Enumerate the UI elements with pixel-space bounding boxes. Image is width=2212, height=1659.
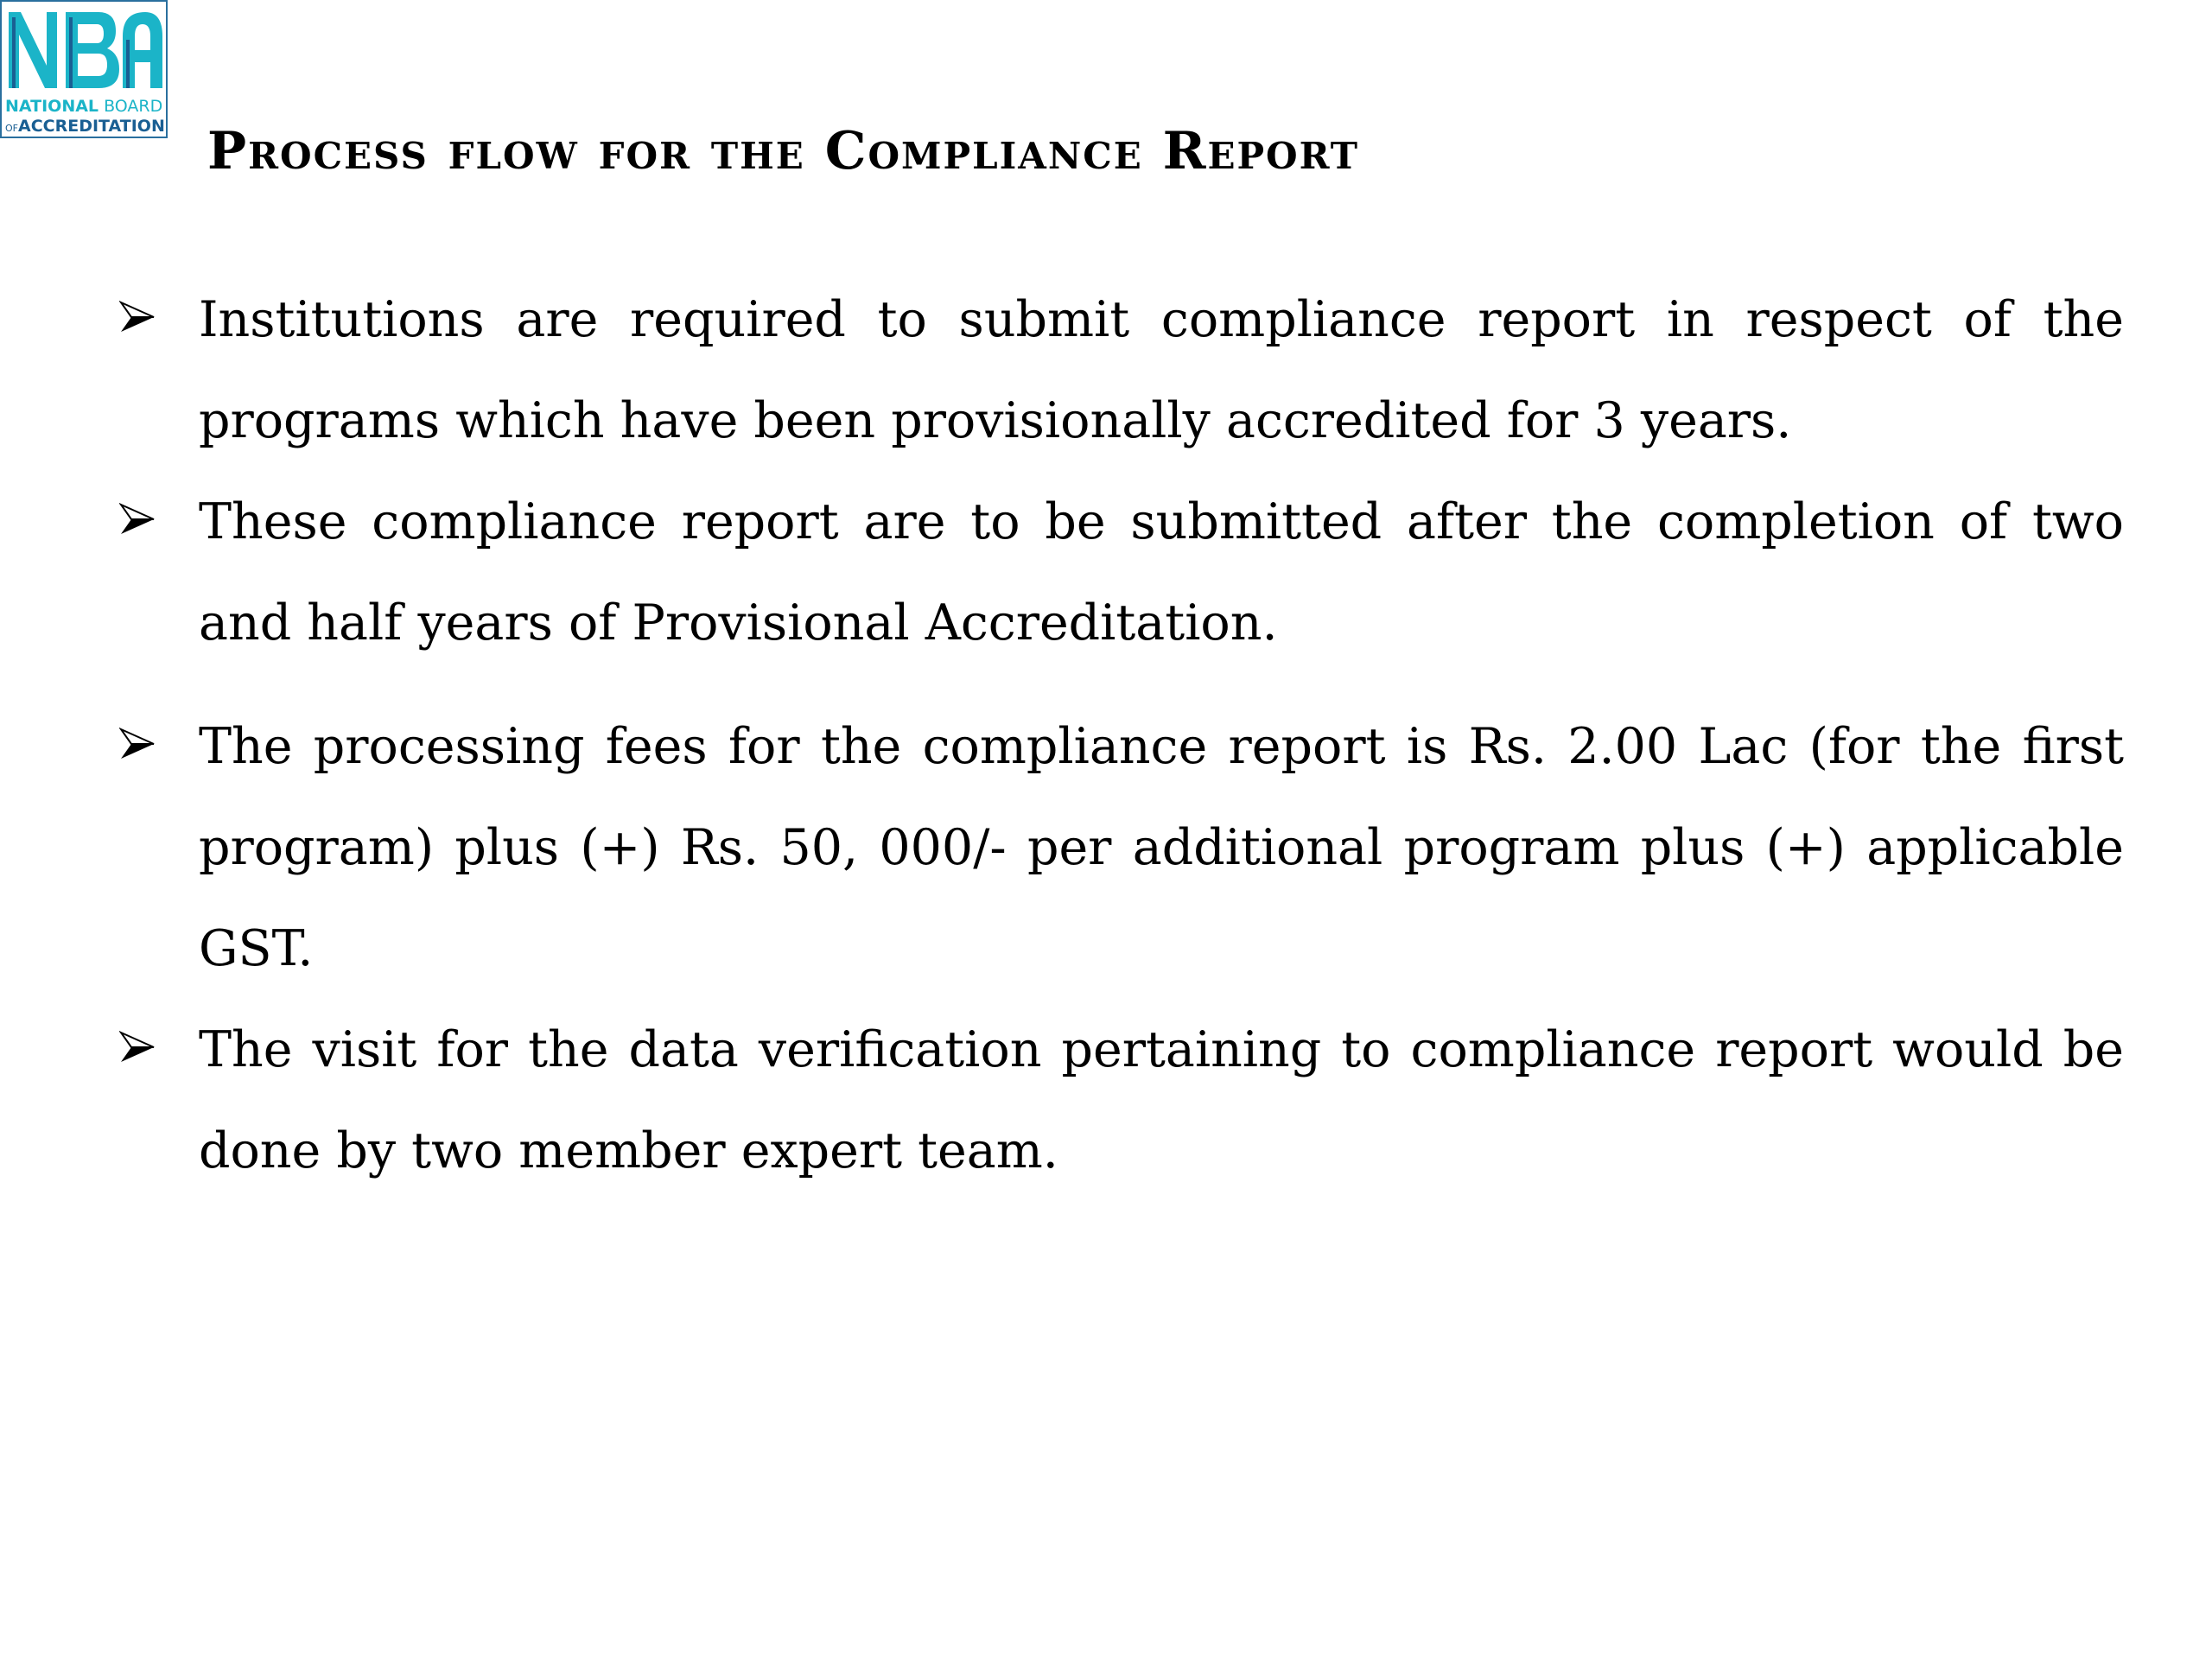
nba-logo-icon bbox=[2, 2, 166, 93]
arrowhead-bullet-icon bbox=[119, 501, 156, 537]
bullet-item bbox=[119, 472, 2124, 674]
logo-text-national-board bbox=[5, 97, 162, 116]
bullet-text: The processing fees for the compliance report is Rs. 2.00 Lac (for the first program) plus (+) Rs. 50, 000/- per additional program plus (+) applicable GST. bbox=[199, 718, 2124, 977]
arrowhead-bullet-icon bbox=[119, 1029, 156, 1065]
slide-title: Process flow for the Compliance Report bbox=[207, 121, 1360, 181]
arrowhead-bullet-icon bbox=[119, 299, 156, 335]
logo-word-national: NATIONAL bbox=[5, 97, 99, 116]
logo-word-accreditation: ACCREDITATION bbox=[18, 117, 165, 136]
bullet-text: The visit for the data verification pertaining to compliance report would be done by two member expert team. bbox=[199, 1021, 2124, 1179]
logo-text-accreditation bbox=[5, 117, 165, 136]
bullet-item bbox=[119, 696, 2124, 1000]
bullet-item bbox=[119, 1000, 2124, 1202]
arrowhead-bullet-icon bbox=[119, 726, 156, 762]
bullet-list bbox=[119, 270, 2124, 1202]
logo-word-board: BOARD bbox=[99, 97, 163, 116]
nba-logo bbox=[0, 0, 168, 138]
bullet-text: Institutions are required to submit compliance report in respect of the programs which have been provisionally accredited for 3 years. bbox=[199, 291, 2124, 449]
bullet-text: These compliance report are to be submitted after the completion of two and half years of Provisional Accreditation. bbox=[199, 493, 2124, 652]
logo-word-of: OF bbox=[5, 123, 18, 134]
bullet-item bbox=[119, 270, 2124, 472]
